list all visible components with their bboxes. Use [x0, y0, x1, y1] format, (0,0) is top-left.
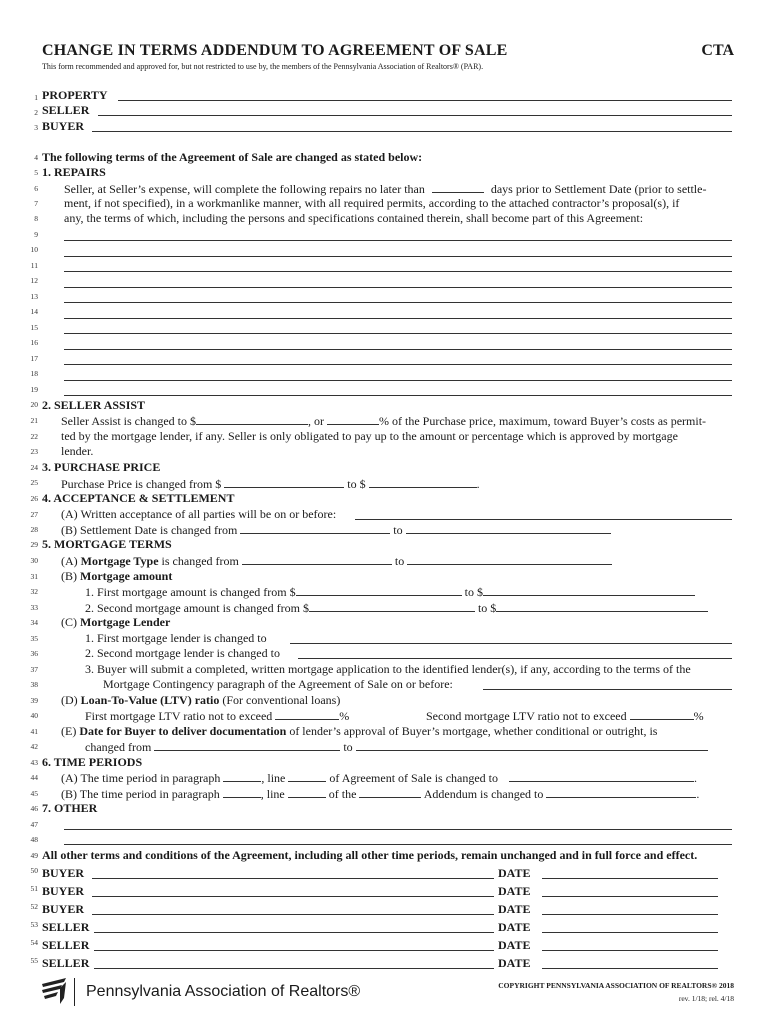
time-period-a-line [61, 770, 697, 785]
line-number: 48 [30, 835, 38, 844]
line-number: 35 [30, 634, 38, 643]
line-number: 24 [30, 463, 38, 472]
signature-label: SELLER [42, 920, 90, 934]
ltv-second-line [426, 708, 704, 723]
repairs-blank-line[interactable] [64, 318, 732, 319]
documentation-line-42 [85, 739, 708, 754]
date-field[interactable] [542, 932, 718, 933]
second-mortgage-amount-line [85, 600, 708, 615]
settle-text-b: to [393, 523, 403, 537]
par-logo-icon [40, 976, 72, 1006]
signature-field[interactable] [94, 950, 494, 951]
second-mortgage-to-field[interactable] [496, 600, 708, 612]
line-number: 7 [34, 199, 38, 208]
repairs-days-field[interactable] [432, 181, 484, 193]
time-period-b-changed-field[interactable] [546, 786, 696, 798]
first-mortgage-amount-line [85, 584, 695, 599]
signature-field[interactable] [94, 932, 494, 933]
seller-assist-line-23: lender. [61, 444, 94, 458]
signature-label: BUYER [42, 902, 85, 916]
line-number: 49 [30, 851, 38, 860]
fma-text: 1. First mortgage amount is changed from $ [85, 585, 296, 599]
date-label: DATE [498, 920, 531, 934]
line-number: 53 [30, 920, 38, 929]
mortgage-type-to-field[interactable] [407, 553, 612, 565]
line-number: 4 [34, 153, 38, 162]
line-number: 29 [30, 540, 38, 549]
seller-assist-line-21 [61, 413, 706, 428]
ltv-first-text: First mortgage LTV ratio not to exceed [85, 709, 273, 723]
line-number: 33 [30, 603, 38, 612]
time-period-b-line-field[interactable] [288, 786, 326, 798]
closing-statement: All other terms and conditions of the Agreement, including all other time periods, remain unchanged and in full force and effect. [42, 848, 698, 862]
repairs-line-8: any, the terms of which, including the persons and specifications contained therein, shall become part of this Agreement: [64, 211, 644, 225]
seller-assist-line-22: ted by the mortgage lender, if any. Seller is only obligated to pay up to the amount or percentage which is approved by mortgage [61, 429, 678, 443]
purchase-price-to-field[interactable] [369, 476, 477, 488]
repairs-text: Seller, at Seller’s expense, will complete the following repairs no later than [64, 182, 425, 196]
line-number: 30 [30, 556, 38, 565]
date-label: DATE [498, 866, 531, 880]
doc-from-text: changed from [85, 740, 152, 754]
mortgage-lender-heading [61, 615, 170, 629]
repairs-blank-line[interactable] [64, 349, 732, 350]
ltv-second-text: Second mortgage LTV ratio not to exceed [426, 709, 627, 723]
tpa-text-2: of Agreement of Sale is changed to [329, 771, 499, 785]
doc-letter: (E) [61, 724, 77, 738]
line-number: 9 [34, 230, 38, 239]
line-number: 15 [30, 323, 38, 332]
time-periods-heading: 6. TIME PERIODS [42, 755, 143, 769]
sma-text: 2. Second mortgage amount is changed from $ [85, 601, 309, 615]
second-mortgage-from-field[interactable] [309, 600, 475, 612]
application-date-field[interactable] [483, 689, 732, 690]
sma-to: to $ [477, 601, 497, 615]
pp-text-c: . [476, 477, 480, 491]
time-period-b-addendum-field[interactable] [359, 786, 421, 798]
sa-text-a: Seller Assist is changed to $ [61, 414, 196, 428]
line-number: 2 [34, 108, 38, 117]
tpb-of-the: of the [328, 787, 357, 801]
documentation-to-field[interactable] [356, 739, 708, 751]
date-label: DATE [498, 938, 531, 952]
ml-bold: Mortgage Lender [80, 615, 171, 629]
tpb-text-2: Addendum is changed to [423, 787, 544, 801]
mortgage-amount-heading [61, 569, 172, 583]
signature-label: BUYER [42, 866, 85, 880]
line-number: 16 [30, 338, 38, 347]
tpa-line: , line [261, 771, 286, 785]
line-number: 46 [30, 804, 38, 813]
line-number: 1 [34, 93, 38, 102]
second-ltv-field[interactable] [630, 708, 694, 720]
line-number: 34 [30, 618, 38, 627]
time-period-b-line [61, 786, 699, 801]
signature-label: SELLER [42, 938, 90, 952]
line-number: 37 [30, 665, 38, 674]
settlement-line-28 [61, 522, 611, 537]
date-field[interactable] [542, 914, 718, 915]
line-number: 20 [30, 400, 38, 409]
ltv-bold: Loan-To-Value (LTV) ratio [80, 693, 220, 707]
date-field[interactable] [542, 896, 718, 897]
seller-assist-heading: 2. SELLER ASSIST [42, 398, 146, 412]
ltv-note: (For conventional loans) [222, 693, 341, 707]
line-number: 42 [30, 742, 38, 751]
logo-text: Pennsylvania Association of Realtors® [86, 983, 361, 1000]
line-number: 5 [34, 168, 38, 177]
ltv-first-pct: % [339, 709, 350, 723]
ma-bold: Mortgage amount [80, 569, 173, 583]
line-number: 21 [30, 416, 38, 425]
ma-letter: (B) [61, 569, 77, 583]
repairs-blank-line[interactable] [64, 240, 732, 241]
logo-divider [74, 978, 75, 1006]
first-ltv-field[interactable] [275, 708, 339, 720]
line-number: 17 [30, 354, 38, 363]
buyer-field[interactable] [92, 131, 732, 132]
purchase-price-from-field[interactable] [224, 476, 344, 488]
ltv-second-pct: % [693, 709, 704, 723]
line-number: 12 [30, 276, 38, 285]
doc-text: of lender’s approval of Buyer’s mortgage, whether conditional or outright, is [289, 724, 658, 738]
signature-field[interactable] [92, 878, 494, 879]
buyer-label: BUYER [42, 119, 85, 133]
first-lender-field[interactable] [290, 643, 732, 644]
line-number: 11 [30, 261, 38, 270]
form-subtitle: This form recommended and approved for, but not restricted to use by, the members of the Pennsylvania Association of Realtors® (PAR). [42, 62, 484, 71]
line-number: 31 [30, 572, 38, 581]
repairs-blank-line[interactable] [64, 271, 732, 272]
line-number: 28 [30, 525, 38, 534]
documentation-from-field[interactable] [154, 739, 340, 751]
seller-label: SELLER [42, 103, 90, 117]
repairs-blank-line[interactable] [64, 302, 732, 303]
date-label: DATE [498, 884, 531, 898]
pp-text-b: to $ [347, 477, 366, 491]
tpa-text: (A) The time period in paragraph [61, 771, 221, 785]
repairs-heading: 1. REPAIRS [42, 165, 106, 179]
repairs-blank-line[interactable] [64, 395, 732, 396]
line-number: 45 [30, 789, 38, 798]
signature-label: SELLER [42, 956, 90, 970]
other-field-1[interactable] [64, 829, 732, 830]
repairs-line-6 [64, 181, 706, 196]
ml-letter: (C) [61, 615, 77, 629]
signature-field[interactable] [94, 968, 494, 969]
first-mortgage-to-field[interactable] [483, 584, 695, 596]
ltv-first-line [85, 708, 349, 723]
date-label: DATE [498, 956, 531, 970]
second-lender-line: 2. Second mortgage lender is changed to [85, 646, 280, 660]
line-number: 52 [30, 902, 38, 911]
documentation-line-41 [61, 724, 657, 738]
doc-to-text: to [343, 740, 353, 754]
repairs-blank-line[interactable] [64, 256, 732, 257]
settlement-to-field[interactable] [406, 522, 611, 534]
settle-text-a: (B) Settlement Date is changed from [61, 523, 238, 537]
application-line-37: 3. Buyer will submit a completed, written mortgage application to the identified lender(s), if any, according to the terms of the [85, 662, 691, 676]
intro-text: The following terms of the Agreement of Sale are changed as stated below: [42, 150, 423, 164]
signature-field[interactable] [92, 914, 494, 915]
signature-field[interactable] [92, 896, 494, 897]
time-period-a-changed-field[interactable] [509, 770, 694, 782]
revision: rev. 1/18; rel. 4/18 [678, 994, 734, 1003]
copyright: COPYRIGHT PENNSYLVANIA ASSOCIATION OF REALTORS® 2018 [498, 981, 734, 990]
sa-text-b: , or [308, 414, 324, 428]
time-period-a-line-field[interactable] [288, 770, 326, 782]
second-lender-field[interactable] [298, 658, 732, 659]
time-period-a-paragraph-field[interactable] [223, 770, 261, 782]
line-number: 6 [34, 184, 38, 193]
line-number: 40 [30, 711, 38, 720]
line-number: 39 [30, 696, 38, 705]
property-field[interactable] [118, 100, 732, 101]
date-field[interactable] [542, 968, 718, 969]
acceptance-date-field[interactable] [355, 519, 732, 520]
line-number: 55 [30, 956, 38, 965]
line-number: 10 [30, 245, 38, 254]
ltv-heading [61, 693, 340, 707]
line-number: 54 [30, 938, 38, 947]
mt-to: to [394, 554, 405, 568]
first-lender-line: 1. First mortgage lender is changed to [85, 631, 267, 645]
line-number: 8 [34, 214, 38, 223]
form-title: CHANGE IN TERMS ADDENDUM TO AGREEMENT OF SALE [42, 42, 508, 59]
doc-bold: Date for Buyer to deliver documentation [79, 724, 287, 738]
line-number: 13 [30, 292, 38, 301]
seller-assist-percent-field[interactable] [327, 413, 379, 425]
line-number: 47 [30, 820, 38, 829]
other-heading: 7. OTHER [42, 801, 98, 815]
signature-label: BUYER [42, 884, 85, 898]
repairs-blank-line[interactable] [64, 287, 732, 288]
ltv-letter: (D) [61, 693, 78, 707]
time-period-b-paragraph-field[interactable] [223, 786, 261, 798]
line-number: 43 [30, 758, 38, 767]
line-number: 26 [30, 494, 38, 503]
line-number: 51 [30, 884, 38, 893]
acceptance-line-27: (A) Written acceptance of all parties will be on or before: [61, 507, 337, 521]
tpb-period: . [696, 787, 700, 801]
repairs-text-2: days prior to Settlement Date (prior to settle- [490, 182, 707, 196]
mt-letter: (A) [61, 554, 78, 568]
sa-text-c: % of the Purchase price, maximum, toward Buyer’s costs as permit- [379, 414, 707, 428]
fma-to: to $ [464, 585, 483, 599]
line-number: 38 [30, 680, 38, 689]
mortgage-type-from-field[interactable] [242, 553, 392, 565]
line-number: 44 [30, 773, 38, 782]
mortgage-heading: 5. MORTGAGE TERMS [42, 537, 172, 551]
date-label: DATE [498, 902, 531, 916]
line-number: 23 [30, 447, 38, 456]
line-number: 50 [30, 866, 38, 875]
repairs-blank-line[interactable] [64, 333, 732, 334]
purchase-price-line [61, 476, 480, 491]
date-field[interactable] [542, 950, 718, 951]
form-code: CTA [701, 42, 734, 59]
tpb-text: (B) The time period in paragraph [61, 787, 220, 801]
purchase-price-heading: 3. PURCHASE PRICE [42, 460, 161, 474]
line-number: 19 [30, 385, 38, 394]
mortgage-type-line [61, 553, 612, 568]
settlement-from-field[interactable] [240, 522, 390, 534]
line-number: 36 [30, 649, 38, 658]
repairs-line-7: ment, if not specified), in a workmanlike manner, with all required permits, according to the attached contractor’s proposal(s), if [64, 196, 680, 210]
line-number: 18 [30, 369, 38, 378]
mt-text: is changed from [161, 554, 239, 568]
line-number: 25 [30, 478, 38, 487]
pp-text-a: Purchase Price is changed from $ [61, 477, 222, 491]
line-number: 22 [30, 432, 38, 441]
property-label: PROPERTY [42, 88, 108, 102]
seller-assist-amount-field[interactable] [196, 413, 308, 425]
line-number: 27 [30, 510, 38, 519]
date-field[interactable] [542, 878, 718, 879]
first-mortgage-from-field[interactable] [296, 584, 462, 596]
acceptance-heading: 4. ACCEPTANCE & SETTLEMENT [42, 491, 235, 505]
repairs-blank-line[interactable] [64, 364, 732, 365]
line-number: 32 [30, 587, 38, 596]
application-line-38: Mortgage Contingency paragraph of the Agreement of Sale on or before: [103, 677, 453, 691]
repairs-blank-line[interactable] [64, 380, 732, 381]
seller-field[interactable] [98, 115, 732, 116]
line-number: 3 [34, 123, 38, 132]
tpb-line: , line [260, 787, 285, 801]
tpa-period: . [694, 771, 698, 785]
other-field-2[interactable] [64, 844, 732, 845]
line-number: 14 [30, 307, 38, 316]
mt-bold: Mortgage Type [80, 554, 159, 568]
line-number: 41 [30, 727, 38, 736]
